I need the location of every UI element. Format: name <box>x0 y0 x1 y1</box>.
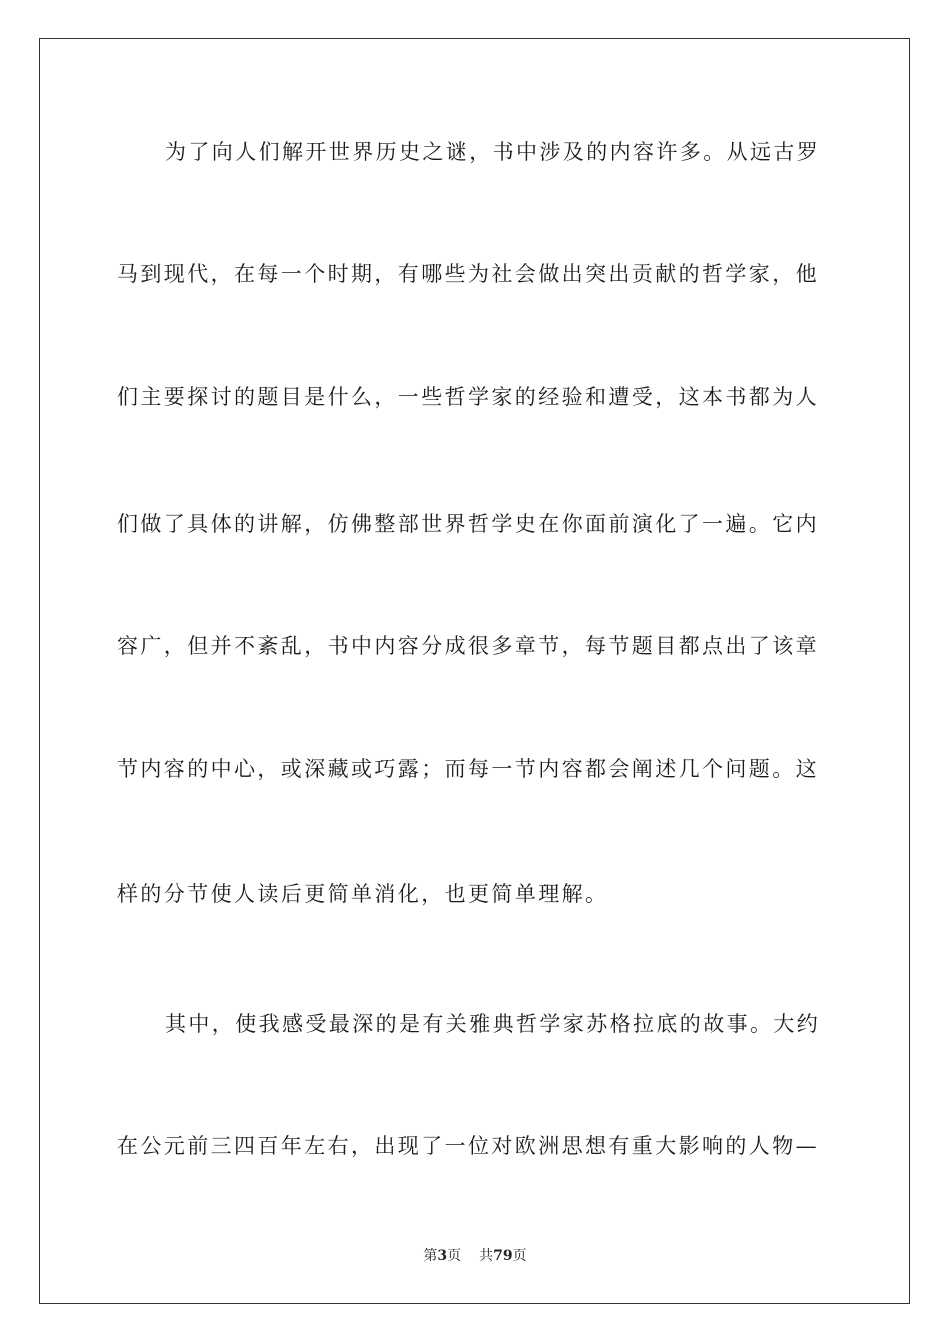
paragraph-1-line-4: 们做了具体的讲解，仿佛整部世界哲学史在你面前演化了一遍。它内 <box>117 512 819 536</box>
footer-total-suffix: 页 <box>512 1248 527 1264</box>
paragraph-1-line-5: 容广，但并不紊乱，书中内容分成很多章节，每节题目都点出了该章 <box>117 634 819 658</box>
paragraph-1-line-7: 样的分节使人读后更简单消化，也更简单理解。 <box>117 882 609 906</box>
footer-total-pages: 79 <box>493 1248 513 1264</box>
paragraph-1-line-3: 们主要探讨的题目是什么，一些哲学家的经验和遭受，这本书都为人 <box>117 385 819 409</box>
footer-page-prefix: 第 <box>423 1248 438 1264</box>
paragraph-2-line-1: 其中，使我感受最深的是有关雅典哲学家苏格拉底的故事。大约 <box>165 1012 821 1036</box>
footer-total-prefix: 共 <box>479 1248 494 1264</box>
page-footer <box>0 1247 950 1265</box>
footer-page-suffix: 页 <box>447 1248 462 1264</box>
paragraph-1-line-2: 马到现代，在每一个时期，有哪些为社会做出突出贡献的哲学家，他 <box>117 262 819 286</box>
paragraph-2-line-2: 在公元前三四百年左右，出现了一位对欧洲思想有重大影响的人物— <box>117 1134 819 1158</box>
paragraph-1-line-1: 为了向人们解开世界历史之谜，书中涉及的内容许多。从远古罗 <box>165 140 821 164</box>
paragraph-1-line-6: 节内容的中心，或深藏或巧露；而每一节内容都会阐述几个问题。这 <box>117 757 819 781</box>
page-border <box>39 38 910 1304</box>
footer-page-number: 3 <box>437 1248 448 1264</box>
